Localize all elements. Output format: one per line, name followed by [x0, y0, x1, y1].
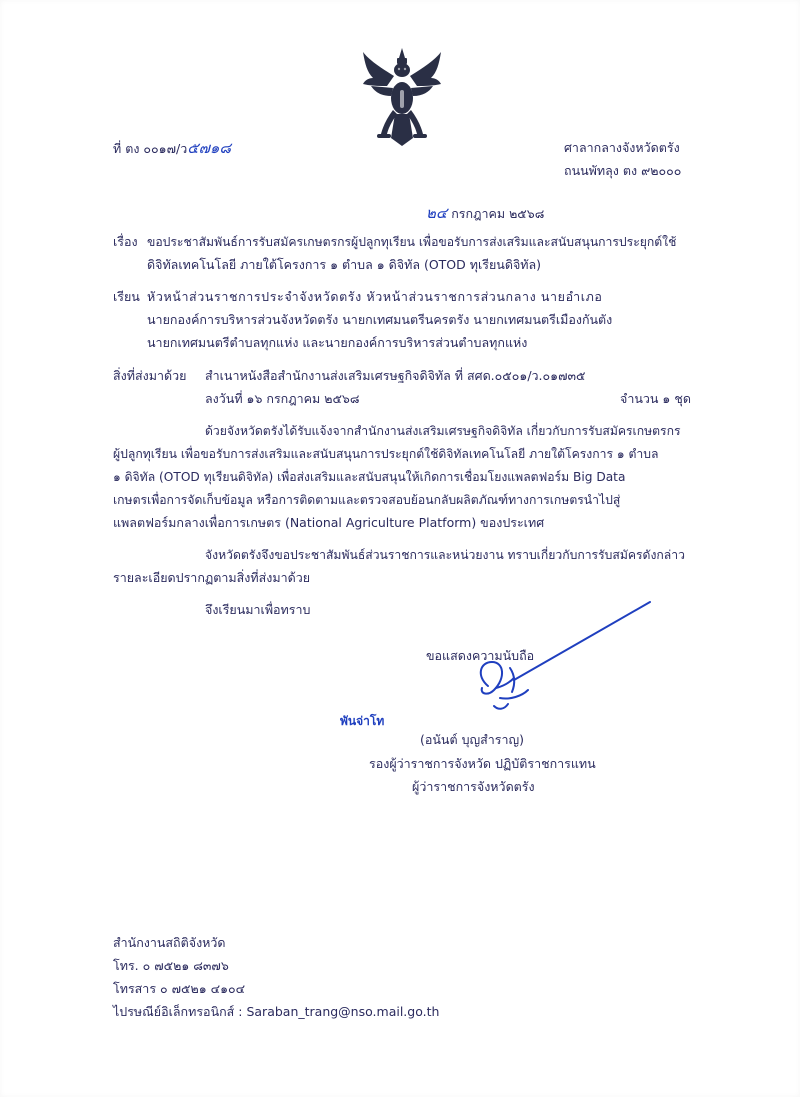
- footer-fax: โทรสาร ๐ ๗๕๒๑ ๔๑๐๔: [113, 981, 246, 996]
- enclosure-label: สิ่งที่ส่งมาด้วย: [113, 368, 187, 383]
- subject-line-2: ดิจิทัลเทคโนโลยี ภายใต้โครงการ ๑ ตำบล ๑ ดิจิทัล (OTOD ทุเรียนดิจิทัล): [147, 257, 542, 272]
- recipient-line-2: นายกองค์การบริหารส่วนจังหวัดตรัง นายกเทศมนตรีนครตรัง นายกเทศมนตรีเมืองกันตัง: [147, 312, 613, 327]
- regards-line: ขอแสดงความนับถือ: [426, 648, 535, 663]
- reference-prefix: ที่ ตง ๐๐๑๗/ว: [113, 141, 188, 156]
- signature-mark-icon: [470, 598, 655, 716]
- body-paragraph-2-line-2: รายละเอียดปรากฏตามสิ่งที่ส่งมาด้วย: [113, 570, 311, 585]
- signature-handwritten-note: พันจ่าโท: [340, 714, 385, 728]
- signer-name: (อนันต์ บุญสำราญ): [420, 732, 525, 747]
- date-month-year: กรกฎาคม ๒๕๖๘: [451, 206, 545, 221]
- signer-position-2: ผู้ว่าราชการจังหวัดตรัง: [412, 779, 535, 794]
- footer-phone: โทร. ๐ ๗๕๒๑ ๘๓๗๖: [113, 958, 229, 973]
- body-paragraph-2-line-1: จังหวัดตรังจึงขอประชาสัมพันธ์ส่วนราชการและหน่วยงาน ทราบเกี่ยวกับการรับสมัครดังกล่าว: [205, 548, 685, 562]
- signer-position-1: รองผู้ว่าราชการจังหวัด ปฏิบัติราชการแทน: [369, 756, 596, 771]
- enclosure-quantity: จำนวน ๑ ชุด: [620, 391, 691, 406]
- body-paragraph-1-line-3: ๑ ดิจิทัล (OTOD ทุเรียนดิจิทัล) เพื่อส่งเสริมและสนับสนุนให้เกิดการเชื่อมโยงแพลตฟอร์ม Big Data: [113, 470, 626, 484]
- recipient-line-3: นายกเทศมนตรีตำบลทุกแห่ง และนายกองค์การบริหารส่วนตำบลทุกแห่ง: [147, 335, 528, 350]
- reference-handwritten-number: ๕๗๑๘: [187, 139, 231, 157]
- recipient-label: เรียน: [113, 289, 140, 304]
- enclosure-line-2: ลงวันที่ ๑๖ กรกฎาคม ๒๕๖๘: [205, 391, 360, 406]
- body-paragraph-1-line-1: ด้วยจังหวัดตรังได้รับแจ้งจากสำนักงานส่งเสริมเศรษฐกิจดิจิทัล เกี่ยวกับการรับสมัครเกษตรกร: [205, 424, 681, 438]
- document-date: [426, 203, 544, 224]
- agency-address: ถนนพัทลุง ตง ๙๒๐๐๐: [564, 163, 682, 178]
- subject-label: เรื่อง: [113, 234, 138, 249]
- subject-line-1: ขอประชาสัมพันธ์การรับสมัครเกษตรกรผู้ปลูกทุเรียน เพื่อขอรับการส่งเสริมและสนับสนุนการประยุกต์ใช้: [147, 235, 677, 249]
- body-paragraph-1-line-2: ผู้ปลูกทุเรียน เพื่อขอรับการส่งเสริมและสนับสนุนการประยุกต์ใช้ดิจิทัลเทคโนโลยี ภายใต้โครงการ ๑ ตำบล: [113, 447, 659, 461]
- footer-office: สำนักงานสถิติจังหวัด: [113, 935, 226, 950]
- date-day-handwritten: ๒๔: [426, 204, 448, 222]
- recipient-line-1: หัวหน้าส่วนราชการประจำจังหวัดตรัง หัวหน้าส่วนราชการส่วนกลาง นายอำเภอ: [147, 289, 603, 304]
- reference-number: [113, 138, 231, 159]
- footer-email: ไปรษณีย์อิเล็กทรอนิกส์ : Saraban_trang@nso.mail.go.th: [113, 1004, 440, 1019]
- body-paragraph-1-line-5: แพลตฟอร์มกลางเพื่อการเกษตร (National Agriculture Platform) ของประเทศ: [113, 515, 545, 530]
- enclosure-line-1: สำเนาหนังสือสำนักงานส่งเสริมเศรษฐกิจดิจิทัล ที่ สศด.๐๕๐๑/ว.๐๑๗๓๕: [205, 368, 586, 383]
- closing-line: จึงเรียนมาเพื่อทราบ: [205, 602, 311, 617]
- agency-name: ศาลากลางจังหวัดตรัง: [564, 140, 680, 155]
- garuda-emblem-icon: [361, 48, 443, 146]
- body-paragraph-1-line-4: เกษตรเพื่อการจัดเก็บข้อมูล หรือการติดตามและตรวจสอบย้อนกลับผลิตภัณฑ์ทางการเกษตรนำไปสู่: [113, 493, 621, 507]
